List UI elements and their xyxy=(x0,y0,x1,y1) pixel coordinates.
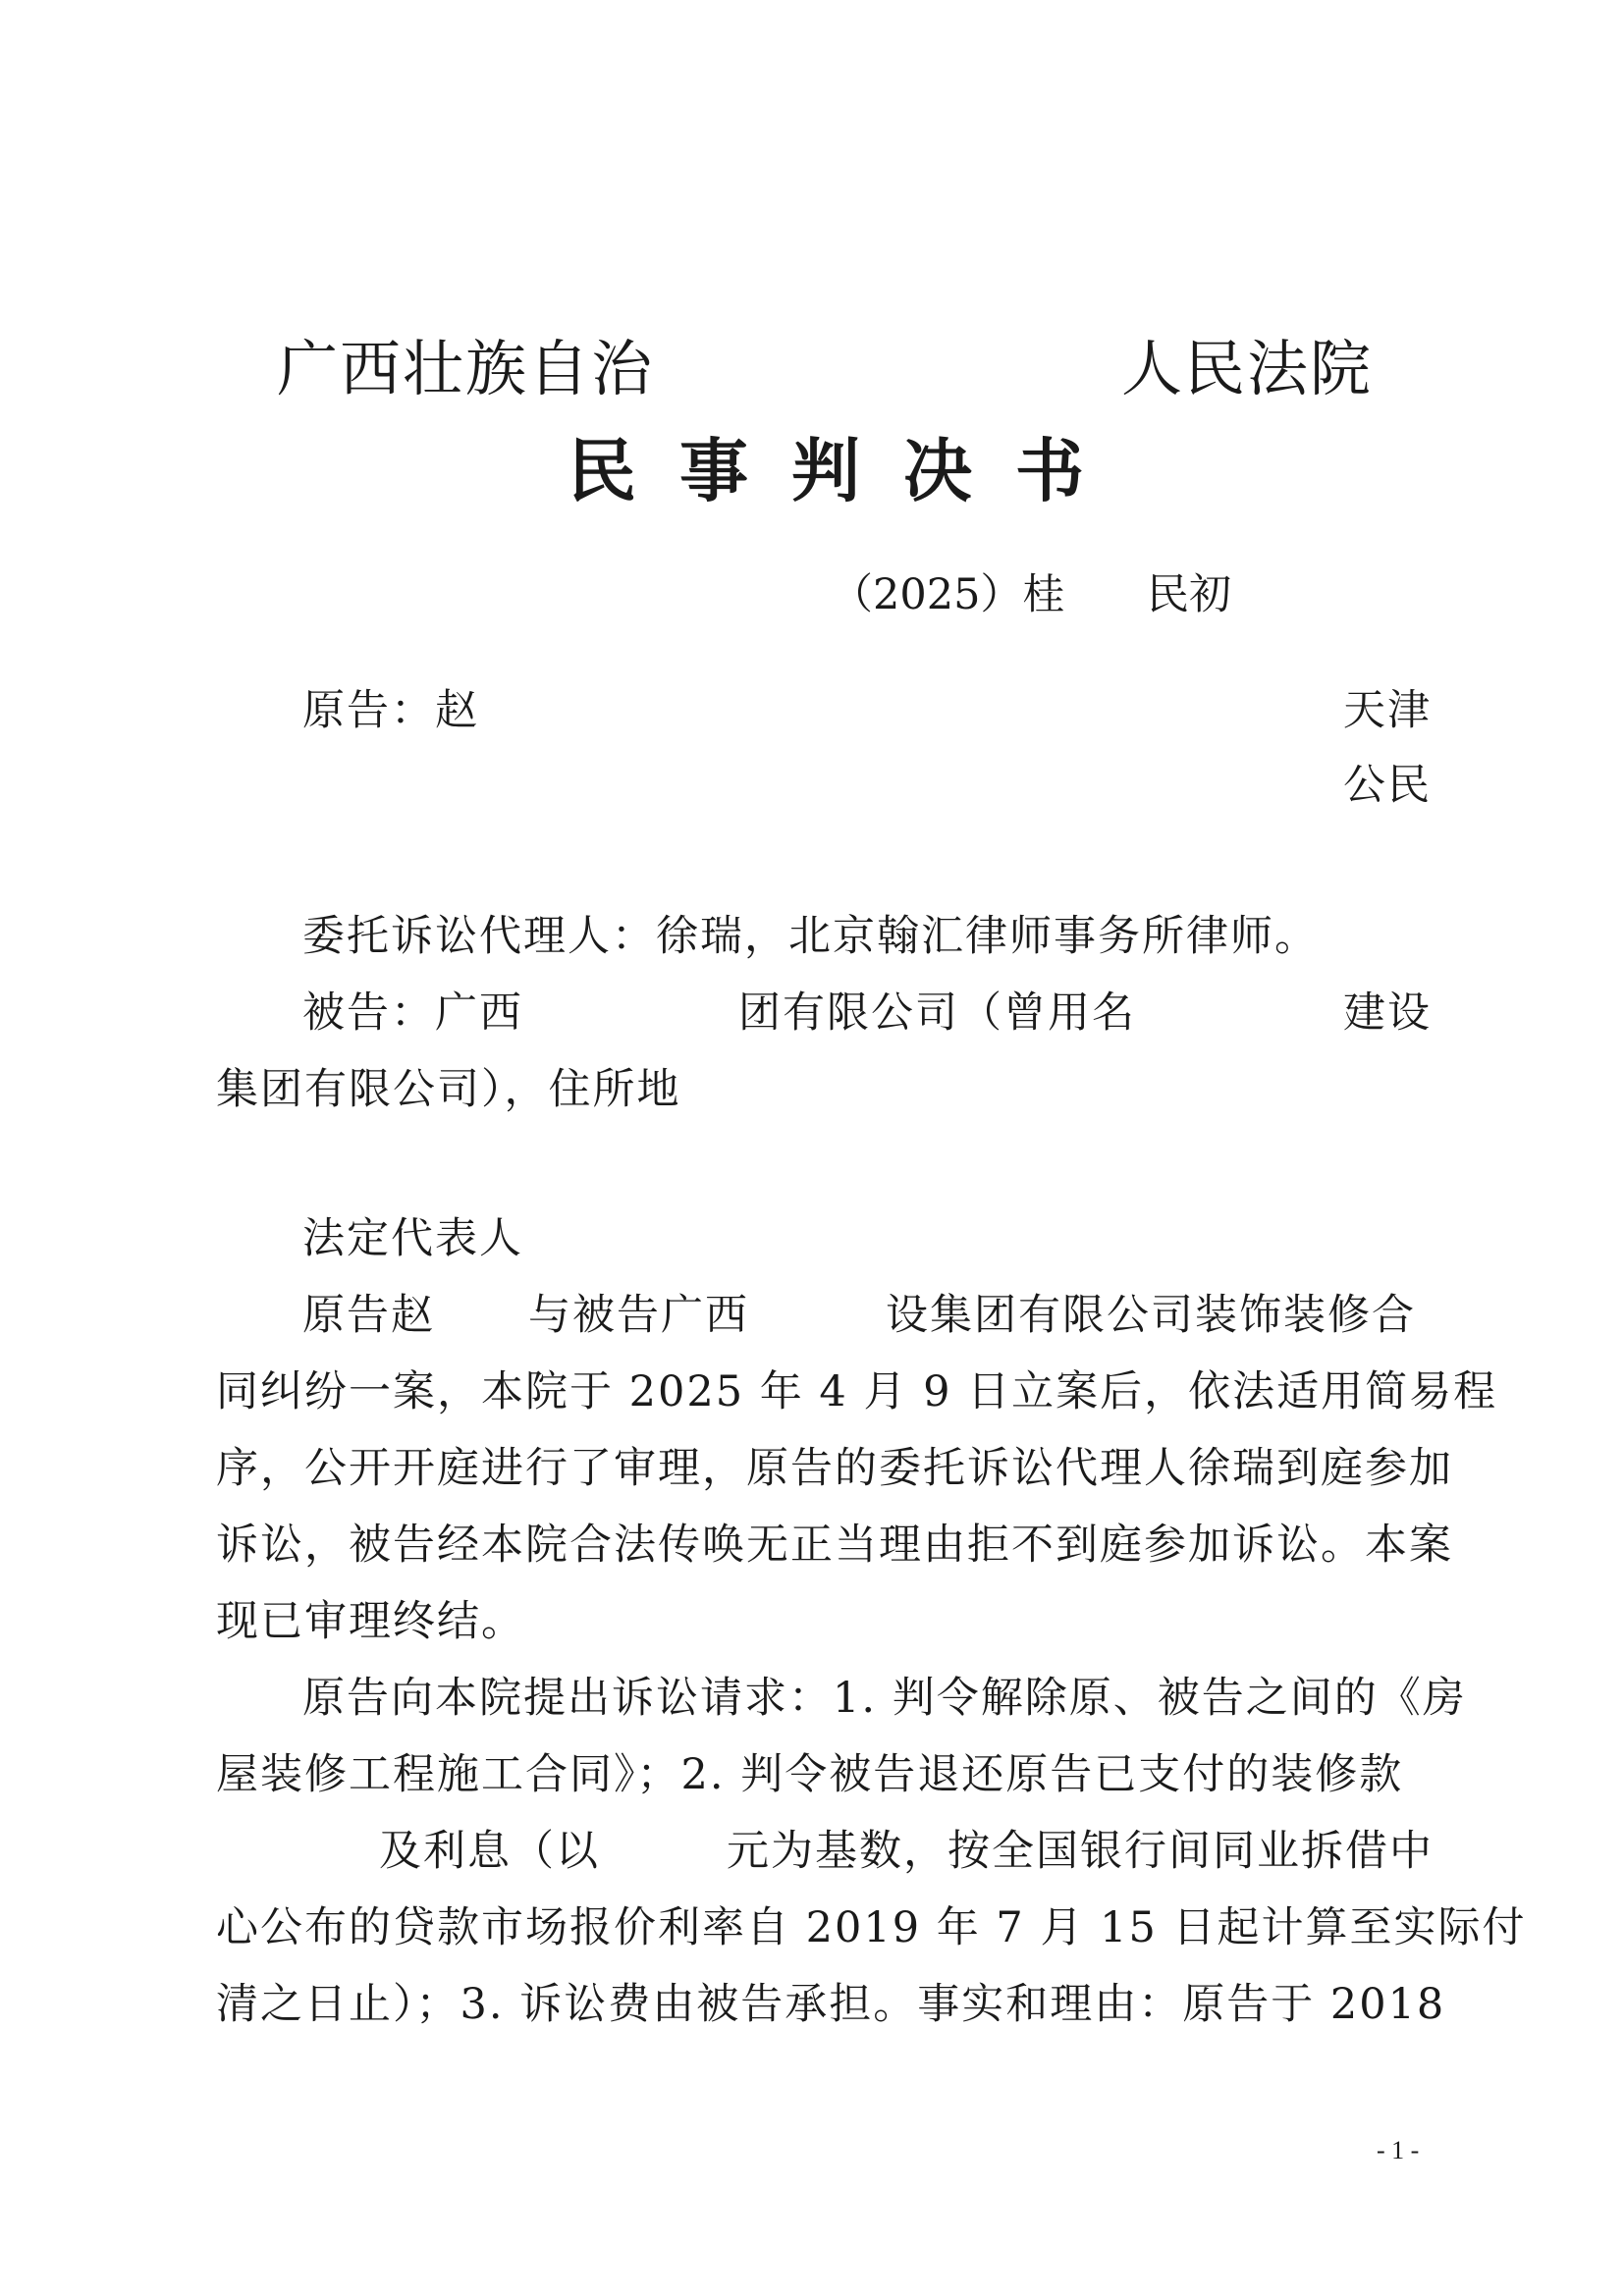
case-number-prefix: （2025）桂 xyxy=(831,570,1065,619)
plaintiff-label: 原告：赵 xyxy=(302,686,479,735)
defendant-name-tail: 建设 xyxy=(1343,988,1432,1038)
plaintiff-nationality: 公民 xyxy=(1343,761,1432,810)
body-line-5: 现已审理终结。 xyxy=(216,1597,525,1646)
body-line-8b: 元为基数，按全国银行间同业拆借中 xyxy=(727,1827,1434,1876)
page-number: - 1 - xyxy=(1377,2136,1420,2164)
legal-representative: 法定代表人 xyxy=(302,1214,523,1263)
body-line-1a: 原告赵 xyxy=(302,1291,435,1340)
body-line-7: 屋装修工程施工合同》；2. 判令被告退还原告已支付的装修款 xyxy=(216,1750,1404,1799)
body-line-8a: 及利息（以 xyxy=(379,1827,600,1876)
agent-line: 委托诉讼代理人：徐瑞，北京翰汇律师事务所律师。 xyxy=(302,912,1319,961)
defendant-address: 集团有限公司），住所地 xyxy=(216,1065,681,1114)
body-line-1c: 设集团有限公司装饰装修合 xyxy=(886,1291,1416,1340)
case-number-suffix: 民初 xyxy=(1147,570,1231,619)
body-line-2: 同纠纷一案，本院于 2025 年 4 月 9 日立案后，依法适用简易程 xyxy=(216,1367,1498,1416)
body-line-9: 心公布的贷款市场报价利率自 2019 年 7 月 15 日起计算至实际付 xyxy=(216,1903,1527,1952)
court-name-right: 人民法院 xyxy=(1121,333,1374,404)
plaintiff-residence: 天津 xyxy=(1343,686,1432,735)
defendant-former-name: 团有限公司（曾用名 xyxy=(738,988,1136,1038)
defendant-label: 被告：广西 xyxy=(302,988,523,1038)
body-line-6: 原告向本院提出诉讼请求：1. 判令解除原、被告之间的《房 xyxy=(302,1674,1467,1723)
body-line-3: 序，公开开庭进行了审理，原告的委托诉讼代理人徐瑞到庭参加 xyxy=(216,1444,1453,1493)
document-title: 民事判决书 xyxy=(568,430,1127,511)
court-name-left: 广西壮族自治 xyxy=(277,333,655,404)
body-line-10: 清之日止）；3. 诉讼费由被告承担。事实和理由：原告于 2018 xyxy=(216,1980,1446,2029)
body-line-4: 诉讼，被告经本院合法传唤无正当理由拒不到庭参加诉讼。本案 xyxy=(216,1521,1453,1570)
body-line-1b: 与被告广西 xyxy=(528,1291,749,1340)
